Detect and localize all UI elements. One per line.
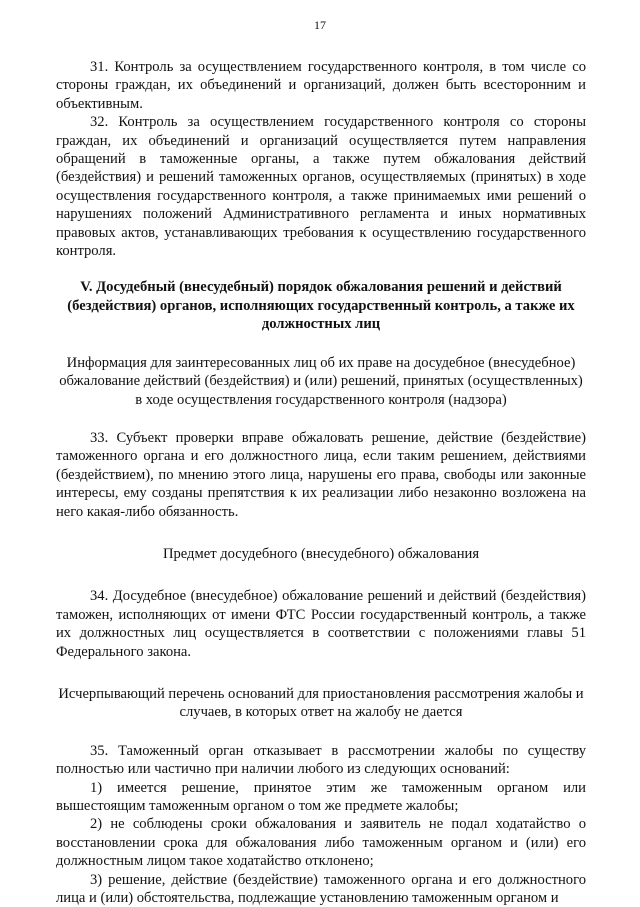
paragraph-33: 33. Субъект проверки вправе обжаловать решение, действие (бездействие) таможенного органа и его должностного лица, если таким решением, действиями (бездействием), по мнению этого лица, нарушены его права, свободы или законные интересы, ему созданы препятствия к их реализации либо незаконно возложена на него какая-либо обязанность.: [56, 429, 586, 520]
paragraph-31: 31. Контроль за осуществлением государственного контроля, в том числе со стороны граждан, их объединений и организаций, должен быть всесторонним и объективным.: [56, 59, 586, 112]
paragraph-34: 34. Досудебное (внесудебное) обжалование решений и действий (бездействия) таможен, исполняющих от имени ФТС России государственный контроль, а также их должностных лиц осуществляется в соответствии с положениями главы 51 Федерального закона.: [56, 588, 586, 660]
document-body: [56, 58, 586, 907]
paragraph-35-item-3: 3) решение, действие (бездействие) таможенного органа и его должностного лица и (или) обстоятельства, подлежащие установлению таможенным органом и: [56, 871, 586, 907]
paragraph-35-item-2: 2) не соблюдены сроки обжалования и заявитель не подал ходатайство о восстановлении срока для обжалования либо таможенным органом и (или) его должностным лицом такое ходатайство отклонено;: [56, 816, 586, 870]
paragraph-32: 32. Контроль за осуществлением государственного контроля со стороны граждан, их объединений и организаций осуществляется путем направления обращений в таможенные органы, а также путем обжалования действий (бездействия) и решений таможенных органов, осуществляемых (принятых) в ходе осуществления государственного контроля, а также принимаемых ими решений о нарушениях положений Административного регламента и иных нормативных правовых актов, устанавливающих требования к осуществлению государственного контроля.: [56, 114, 586, 260]
info-heading: Информация для заинтересованных лиц об их праве на досудебное (внесудебное) обжалование действий (бездействия) и (или) решений, принятых (осуществленных) в ходе осуществления государственного контроля (надзора): [59, 354, 583, 408]
grounds-heading: Исчерпывающий перечень оснований для приостановления рассмотрения жалобы и случаев, в которых ответ на жалобу не дается: [58, 685, 584, 721]
paragraph-35-item-1: 1) имеется решение, принятое этим же таможенным органом или вышестоящим таможенным органом о том же предмете жалобы;: [56, 779, 586, 814]
section-v-heading: V. Досудебный (внесудебный) порядок обжалования решений и действий (бездействия) органов, исполняющих государственный контроль, а также их должностных лиц: [67, 279, 575, 333]
subject-heading: Предмет досудебного (внесудебного) обжалования: [162, 545, 480, 562]
page-number: 17: [314, 18, 326, 32]
paragraph-35: 35. Таможенный орган отказывает в рассмотрении жалобы по существу полностью или частично при наличии любого из следующих оснований:: [56, 742, 586, 778]
